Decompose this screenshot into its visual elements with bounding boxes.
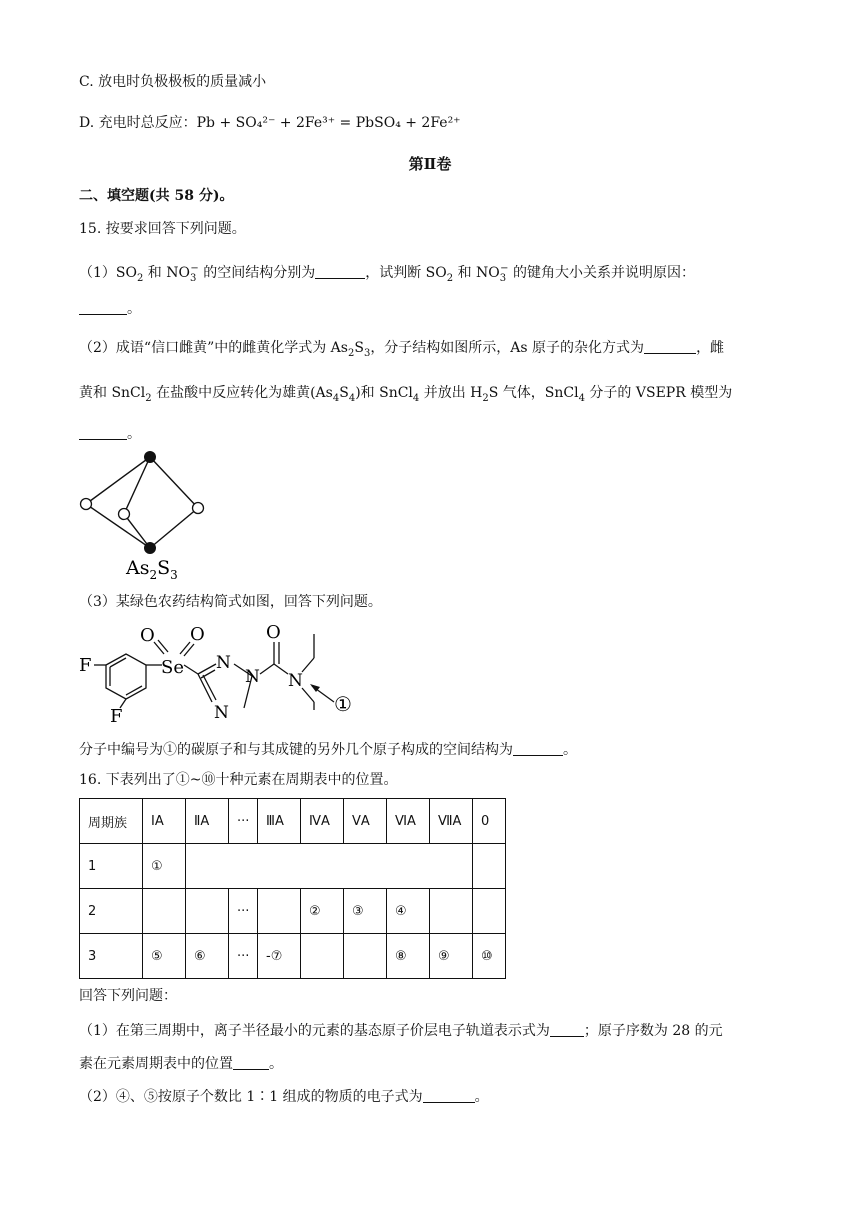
q15-part1: $(1)SO_2$ 和 $NO_3^-$ 的空间结构分别为 ，试判断 $SO_2$ 和 $NO_3^-$ 的键角大小关系并说明原因： [79,263,695,284]
table-header: 0 [473,799,506,844]
table-cell [258,889,301,934]
table-cell [473,844,506,889]
table-row [80,844,506,889]
q15-part3: （3）某绿色农药结构简式如图，回答下列问题。 [79,594,382,610]
section-title: 二、填空题(共 58 分)。 [79,188,234,204]
atom-n: N [245,667,260,687]
atom-n: N [288,671,303,691]
q16-part2: （2）④、⑤按原子个数比 1∶1 组成的物质的电子式为 。 [79,1089,489,1105]
q16-part1-line1: （1）在第三周期中，离子半径最小的元素的基态原子价层电子轨道表示式为 ；原子序数为 28 的元 [79,1023,723,1039]
table-header: 周期族 [80,799,143,844]
table-cell: ④ [387,889,430,934]
table-cell: ⑧ [387,934,430,979]
table-header: ⅦA [430,799,473,844]
option-d-prefix: D. 充电时总反应： [79,115,197,131]
table-cell: ① [143,844,186,889]
volume-title: 第Ⅱ卷 [408,155,452,173]
q16-stem: 16. 下表列出了①~⑩十种元素在周期表中的位置。 [79,772,398,788]
atom-se: Se [161,657,184,678]
table-cell: 2 [80,889,143,934]
q16-prompt: 回答下列问题： [79,988,177,1004]
table-cell: 1 [80,844,143,889]
answer-blank[interactable] [79,300,127,315]
q15-stem: 15. 按要求回答下列问题。 [79,221,246,237]
q15-part3-question: 分子中编号为①的碳原子和与其成键的另外几个原子构成的空间结构为 。 [79,742,577,758]
answer-blank[interactable] [79,425,127,440]
table-header: ⅡA [186,799,229,844]
figure-label: $As_2S_3$ [126,557,178,582]
table-row [80,934,506,979]
q15-part2-line2: 黄和 SnCl$_2$ 在盐酸中反应转化为雄黄$(As_4S_4)$和 SnCl$_4$ 并放出 $H_2S$ 气体，SnCl$_4$ 分子的 VSEPR 模型为 [79,385,733,404]
option-d-equation: Pb + SO₄²⁻ + 2Fe³⁺ = PbSO₄ + 2Fe²⁺ [196,115,461,131]
as-atom [144,451,156,463]
table-cell-merged [186,844,473,889]
answer-blank[interactable] [233,1055,269,1070]
table-cell [344,934,387,979]
as-atom [144,542,156,554]
q16-part1-line2: 素在元素周期表中的位置 。 [79,1056,283,1072]
table-cell: ⑩ [473,934,506,979]
s-atom [81,499,92,510]
atom-f: F [79,655,92,676]
atom-o: O [266,622,281,643]
table-row [80,889,506,934]
q15-part2-end: 。 [79,424,141,444]
answer-blank[interactable] [550,1022,584,1037]
table-header: ⅣA [301,799,344,844]
answer-blank[interactable] [644,339,696,354]
answer-blank[interactable] [423,1088,475,1103]
table-cell: ② [301,889,344,934]
s-atom [119,509,130,520]
table-cell: ⑨ [430,934,473,979]
table-cell [430,889,473,934]
marker-1: ① [334,692,352,716]
table-header: ··· [229,799,258,844]
answer-blank[interactable] [315,264,365,279]
table-cell: ⑤ [143,934,186,979]
q15-part2-line1: （2）成语“信口雌黄”中的雌黄化学式为 $As_2S_3$，分子结构如图所示，As 原子的杂化方式为 ，雌 [79,340,725,359]
table-header: ⅤA [344,799,387,844]
atom-n: N [214,703,229,723]
table-cell: 3 [80,934,143,979]
atom-o: O [140,625,155,646]
table-cell [143,889,186,934]
table-header-row [80,799,506,844]
table-header: ⅠA [143,799,186,844]
periodic-table [79,798,506,979]
table-cell [473,889,506,934]
atom-n: N [216,653,231,673]
table-header: ⅢA [258,799,301,844]
atom-f: F [110,706,123,727]
pesticide-molecule-figure [76,620,366,730]
as2s3-structure-figure [76,448,216,584]
s-atom [193,503,204,514]
table-header: ⅥA [387,799,430,844]
table-cell: -⑦ [258,934,301,979]
table-cell: ③ [344,889,387,934]
table-cell [186,889,229,934]
option-d [79,113,461,133]
option-c: C. 放电时负极极板的质量减小 [79,74,267,90]
table-cell: ··· [229,889,258,934]
atom-o: O [190,624,205,645]
table-cell [301,934,344,979]
answer-blank[interactable] [513,741,563,756]
q15-part1-end: 。 [79,299,141,319]
table-cell: ··· [229,934,258,979]
table-cell: ⑥ [186,934,229,979]
